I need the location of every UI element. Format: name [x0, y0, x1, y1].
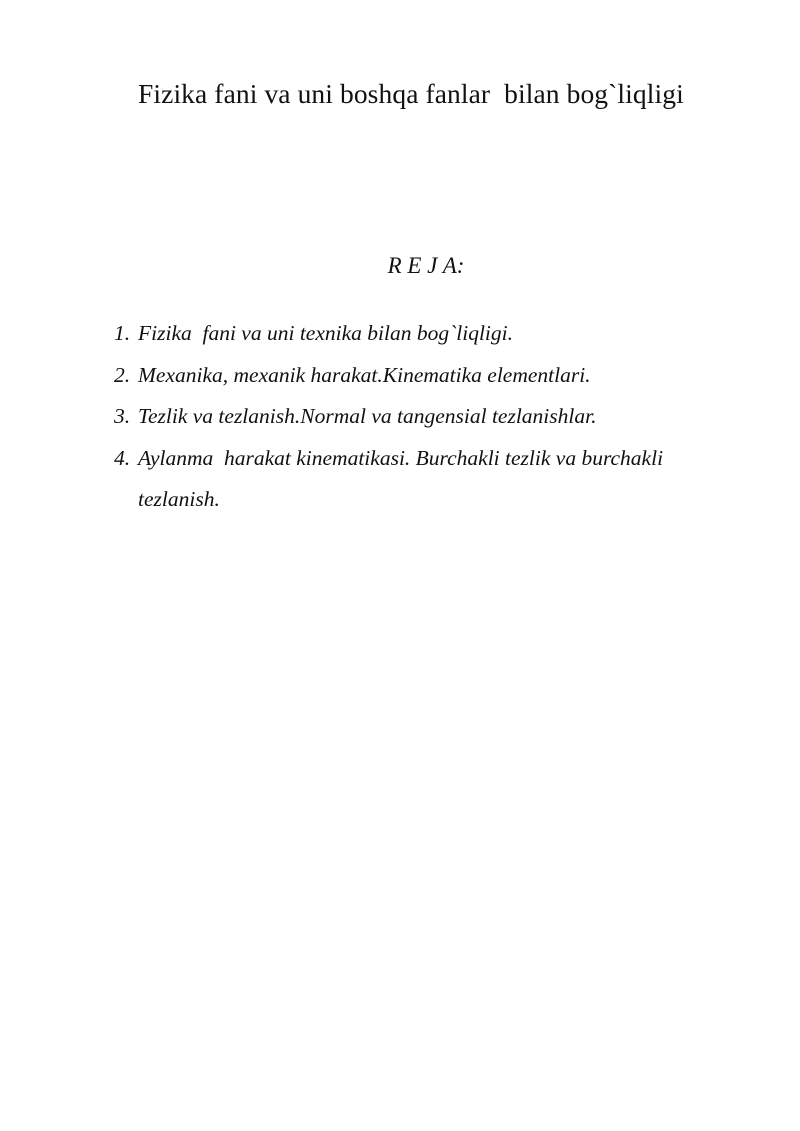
plan-list	[114, 313, 754, 521]
plan-item-1	[114, 313, 754, 355]
plan-item-2	[114, 355, 754, 397]
plan-item-text: Fizika fani va uni texnika bilan bog`liqligi.	[138, 321, 514, 345]
plan-item-text: Aylanma harakat kinematikasi. Burchakli tezlik va burchakli tezlanish.	[138, 445, 664, 511]
document-title: Fizika fani va uni boshqa fanlar bilan bog`liqligi	[138, 78, 684, 109]
plan-item-number: 3.	[114, 404, 131, 428]
plan-item-number: 2.	[114, 362, 131, 387]
plan-item-number: 4.	[114, 445, 131, 470]
plan-item-4	[114, 438, 754, 521]
plan-item-number: 1.	[114, 321, 131, 345]
plan-item-3	[114, 396, 754, 438]
plan-item-text: Mexanika, mexanik harakat.Kinematika elementlari.	[138, 362, 591, 387]
plan-item-text: Tezlik va tezlanish.Normal va tangensial tezlanishlar.	[138, 404, 597, 428]
plan-heading: R E J A:	[387, 253, 465, 278]
